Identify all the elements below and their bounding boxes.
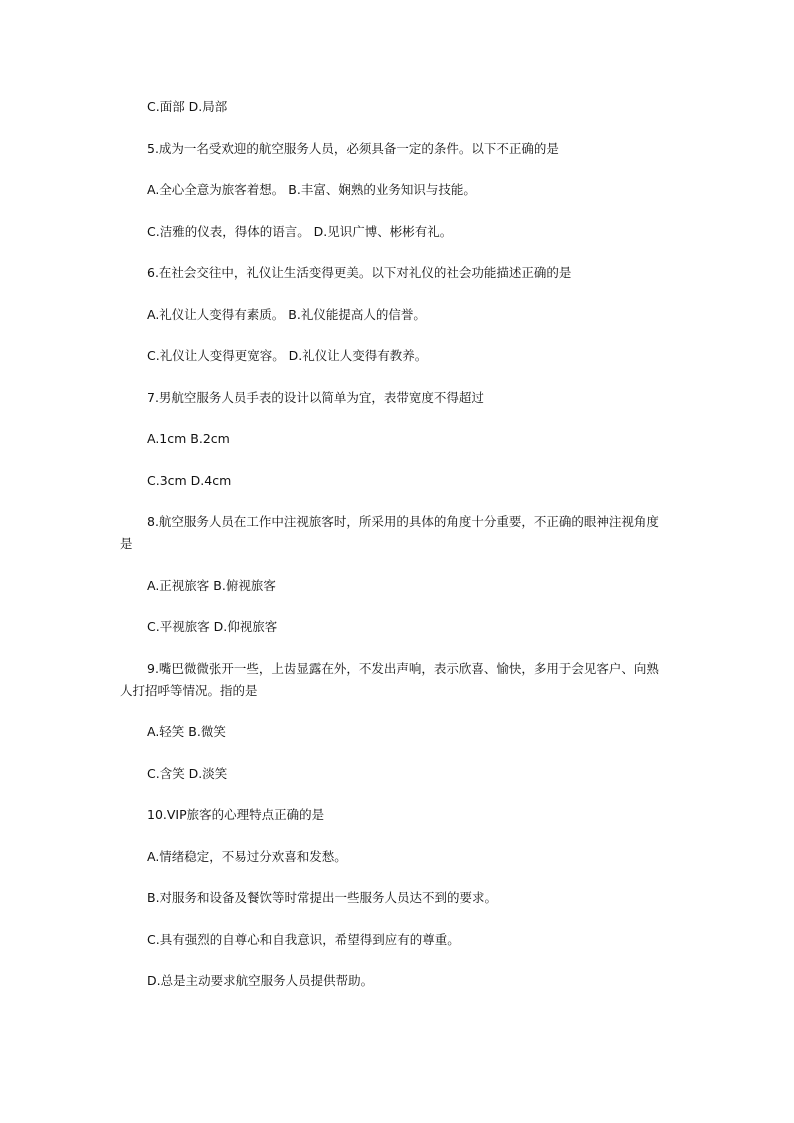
option-line: C.含笑 D.淡笑 xyxy=(147,765,228,781)
option-line: C.面部 D.局部 xyxy=(147,99,228,114)
question-10: 10.VIP旅客的心理特点正确的是 xyxy=(147,807,325,822)
question-7: 7.男航空服务人员手表的设计以简单为宜，表带宽度不得超过 xyxy=(147,389,484,405)
option-line: C.3cm D.4cm xyxy=(147,472,232,488)
question-5: 5.成为一名受欢迎的航空服务人员，必须具备一定的条件。以下不正确的是 xyxy=(147,140,559,156)
option-line: D.总是主动要求航空服务人员提供帮助。 xyxy=(147,973,374,988)
question-9: 9.嘴巴微微张开一些，上齿显露在外，不发出声响，表示欣喜、愉快，多用于会见客户、向熟人打招呼等情况。指的是 xyxy=(120,660,659,698)
question-6: 6.在社会交往中，礼仪让生活变得更美。以下对礼仪的社会功能描述正确的是 xyxy=(147,265,572,280)
option-line: C.礼仪让人变得更宽容。 D.礼仪让人变得有教养。 xyxy=(147,348,428,363)
option-line: A.情绪稳定，不易过分欢喜和发愁。 xyxy=(147,848,347,864)
option-line: C.具有强烈的自尊心和自我意识，希望得到应有的尊重。 xyxy=(147,931,460,947)
option-line: C.平视旅客 D.仰视旅客 xyxy=(147,619,278,634)
question-8: 8.航空服务人员在工作中注视旅客时，所采用的具体的角度十分重要，不正确的眼神注视角度是 xyxy=(120,514,659,551)
option-line: C.洁雅的仪表，得体的语言。 D.见识广博、彬彬有礼。 xyxy=(147,223,453,239)
option-line: A.全心全意为旅客着想。 B.丰富、娴熟的业务知识与技能。 xyxy=(147,182,476,197)
option-line: A.正视旅客 B.俯视旅客 xyxy=(147,577,276,593)
document-body xyxy=(120,96,668,1012)
option-line: A.轻笑 B.微笑 xyxy=(147,724,226,739)
option-line: B.对服务和设备及餐饮等时常提出一些服务人员达不到的要求。 xyxy=(147,890,498,905)
option-line: A.1cm B.2cm xyxy=(147,431,230,446)
option-line: A.礼仪让人变得有素质。 B.礼仪能提高人的信誉。 xyxy=(147,306,426,322)
